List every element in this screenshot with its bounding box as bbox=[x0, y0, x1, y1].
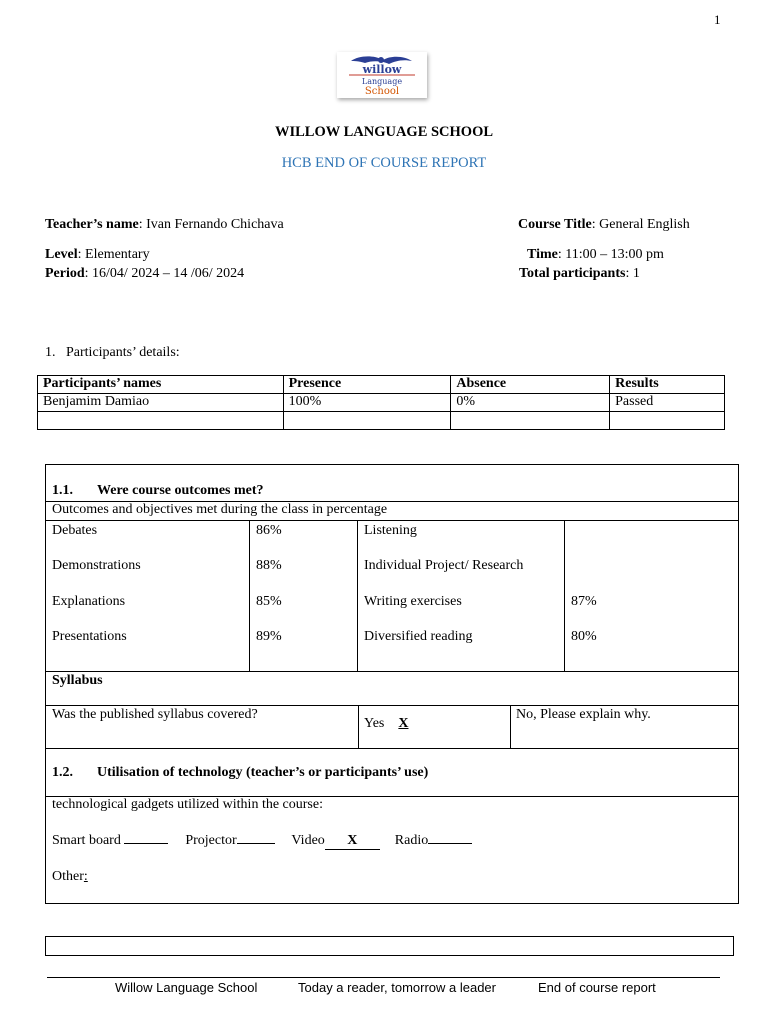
outcomes-subheading: Outcomes and objectives met during the class in percentage bbox=[52, 502, 388, 517]
yes-mark: X bbox=[398, 716, 409, 731]
table-row bbox=[38, 412, 725, 430]
footer-middle: Today a reader, tomorrow a leader bbox=[298, 980, 496, 995]
outcome-value: 86% bbox=[256, 523, 282, 538]
table-cell: Passed bbox=[610, 394, 725, 412]
footer-left: Willow Language School bbox=[115, 980, 258, 995]
technology-heading-number: 1.2. bbox=[52, 765, 73, 780]
table-cell bbox=[283, 412, 451, 430]
svg-text:willow: willow bbox=[362, 63, 402, 76]
table-header: Results bbox=[610, 376, 725, 394]
outcome-value: 87% bbox=[571, 594, 597, 609]
technology-intro: technological gadgets utilized within the course: bbox=[52, 797, 323, 812]
level: Level: Elementary bbox=[45, 247, 150, 262]
school-logo bbox=[337, 52, 427, 98]
other-line bbox=[52, 869, 88, 885]
syllabus-no: No, Please explain why. bbox=[516, 707, 651, 722]
table-row bbox=[38, 394, 725, 412]
table-cell bbox=[610, 412, 725, 430]
outcomes-heading: Were course outcomes met? bbox=[97, 483, 264, 498]
period: Period: 16/04/ 2024 – 14 /06/ 2024 bbox=[45, 266, 245, 281]
radio-label: Radio bbox=[394, 833, 429, 848]
video-blank: X bbox=[325, 833, 380, 850]
outcome-label: Debates bbox=[52, 523, 98, 538]
report-title: HCB END OF COURSE REPORT bbox=[281, 155, 487, 171]
footer-right: End of course report bbox=[538, 980, 656, 995]
outcome-value: 89% bbox=[256, 629, 282, 644]
syllabus-yes bbox=[364, 716, 409, 732]
divider bbox=[510, 705, 511, 748]
table-cell: 100% bbox=[283, 394, 451, 412]
time: Time: 11:00 – 13:00 pm bbox=[527, 247, 664, 262]
table-header-row bbox=[38, 376, 725, 394]
empty-box bbox=[45, 936, 734, 956]
outcome-value: 88% bbox=[256, 558, 282, 573]
radio-blank bbox=[428, 843, 472, 844]
svg-text:Language: Language bbox=[361, 77, 403, 86]
table-header: Participants’ names bbox=[38, 376, 284, 394]
outcomes-heading-number: 1.1. bbox=[52, 483, 73, 498]
other-colon: : bbox=[83, 869, 88, 884]
table-cell: 0% bbox=[451, 394, 610, 412]
gadgets-line bbox=[52, 833, 472, 850]
logo-graphic bbox=[337, 52, 427, 98]
outcome-label: Explanations bbox=[52, 594, 126, 609]
projector-blank bbox=[237, 843, 275, 844]
outcome-value: 80% bbox=[571, 629, 597, 644]
divider bbox=[249, 520, 250, 671]
divider bbox=[357, 520, 358, 671]
video-label: Video bbox=[291, 833, 325, 848]
table-cell bbox=[38, 412, 284, 430]
outcome-label: Individual Project/ Research bbox=[364, 558, 524, 573]
syllabus-heading: Syllabus bbox=[52, 673, 103, 688]
outcome-label: Diversified reading bbox=[364, 629, 473, 644]
projector-label: Projector bbox=[185, 833, 237, 848]
outcome-label: Writing exercises bbox=[364, 594, 462, 609]
table-cell: Benjamim Damiao bbox=[38, 394, 284, 412]
page-number: 1 bbox=[714, 12, 721, 27]
svg-text:School: School bbox=[364, 86, 400, 97]
divider bbox=[45, 748, 738, 749]
table-cell bbox=[451, 412, 610, 430]
table-header: Absence bbox=[451, 376, 610, 394]
footer-rule bbox=[47, 977, 720, 978]
participants-heading: 1. Participants’ details: bbox=[45, 345, 180, 360]
divider bbox=[358, 705, 359, 748]
divider bbox=[45, 671, 738, 672]
smart-board-blank bbox=[124, 843, 168, 844]
school-name: WILLOW LANGUAGE SCHOOL bbox=[274, 124, 494, 140]
course-title: Course Title: General English bbox=[518, 217, 690, 232]
outcome-label: Demonstrations bbox=[52, 558, 141, 573]
other-label: Other bbox=[52, 869, 84, 884]
outcome-label: Listening bbox=[364, 523, 417, 538]
divider bbox=[564, 520, 565, 671]
outcome-label: Presentations bbox=[52, 629, 127, 644]
total-participants: Total participants: 1 bbox=[519, 266, 640, 281]
yes-label: Yes bbox=[364, 716, 385, 731]
syllabus-question: Was the published syllabus covered? bbox=[52, 707, 258, 722]
outcome-value: 85% bbox=[256, 594, 282, 609]
participants-table bbox=[37, 375, 725, 430]
teacher-name: Teacher’s name: Ivan Fernando Chichava bbox=[45, 217, 284, 232]
divider bbox=[45, 520, 738, 521]
smart-board-label: Smart board bbox=[52, 833, 121, 848]
table-header: Presence bbox=[283, 376, 451, 394]
divider bbox=[45, 705, 738, 706]
technology-heading: Utilisation of technology (teacher’s or participants’ use) bbox=[97, 765, 429, 780]
